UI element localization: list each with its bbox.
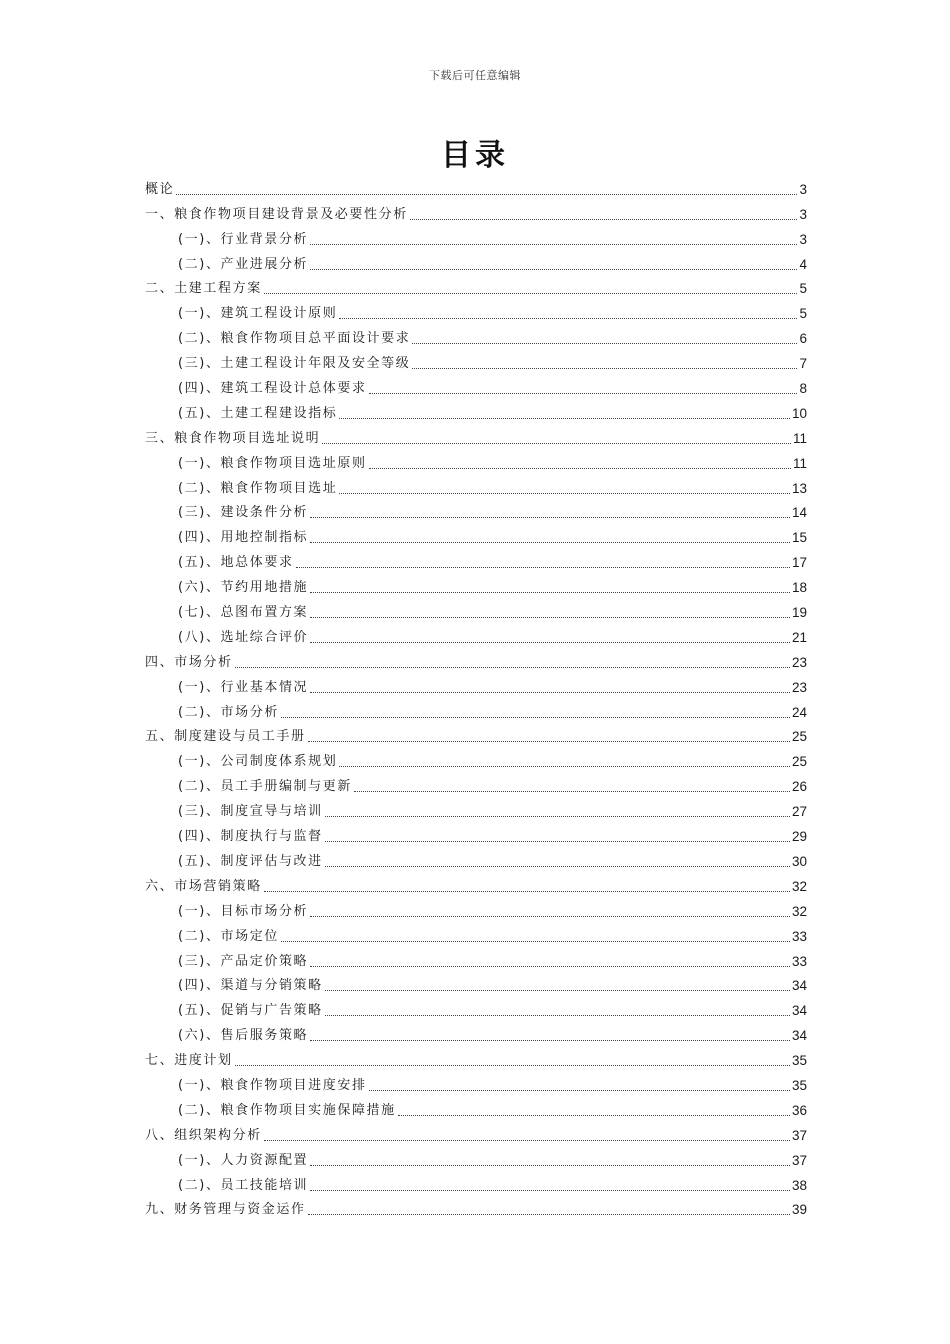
- dot-leader: [235, 667, 790, 668]
- toc-entry-page: 5: [799, 306, 807, 322]
- toc-entry-page: 3: [799, 206, 807, 222]
- toc-entry[interactable]: [145, 871, 807, 896]
- dot-leader: [325, 866, 790, 867]
- dot-leader: [369, 1090, 790, 1091]
- toc-entry-label: 二、土建工程方案: [145, 281, 262, 297]
- toc-entry[interactable]: [145, 373, 807, 398]
- dot-leader: [310, 1190, 790, 1191]
- dot-leader: [339, 418, 790, 419]
- toc-entry-page: 18: [791, 580, 807, 596]
- toc-entry-page: 39: [791, 1202, 807, 1218]
- toc-entry-label: (一)、人力资源配置: [178, 1152, 309, 1168]
- toc-entry-page: 37: [791, 1127, 807, 1143]
- dot-leader: [310, 244, 797, 245]
- toc-entry[interactable]: [145, 597, 807, 622]
- toc-entry[interactable]: [145, 224, 807, 249]
- toc-entry[interactable]: [145, 896, 807, 921]
- toc-entry[interactable]: [145, 298, 807, 323]
- dot-leader: [264, 1140, 790, 1141]
- toc-entry[interactable]: [145, 1045, 807, 1070]
- toc-entry[interactable]: [145, 547, 807, 572]
- toc-entry-page: 11: [792, 455, 807, 471]
- toc-entry-label: (二)、市场定位: [178, 928, 279, 944]
- toc-entry-page: 26: [791, 779, 807, 795]
- toc-entry-page: 4: [799, 256, 807, 272]
- dot-leader: [281, 941, 790, 942]
- toc-entry-page: 24: [791, 704, 807, 720]
- toc-entry-page: 3: [799, 231, 807, 247]
- dot-leader: [354, 791, 790, 792]
- toc-entry-page: 10: [791, 405, 807, 421]
- toc-entry-page: 14: [791, 505, 807, 521]
- toc-entry[interactable]: [145, 423, 807, 448]
- dot-leader: [322, 443, 791, 444]
- toc-entry[interactable]: [145, 796, 807, 821]
- toc-entry-label: 五、制度建设与员工手册: [145, 729, 306, 745]
- toc-entry[interactable]: [145, 323, 807, 348]
- toc-entry[interactable]: [145, 921, 807, 946]
- toc-entry[interactable]: [145, 348, 807, 373]
- toc-entry-page: 17: [791, 555, 807, 571]
- toc-entry[interactable]: [145, 174, 807, 199]
- dot-leader: [310, 692, 790, 693]
- toc-entry-page: 11: [792, 430, 807, 446]
- dot-leader: [410, 219, 798, 220]
- dot-leader: [325, 841, 790, 842]
- toc-entry-label: (三)、制度宣导与培训: [178, 804, 323, 820]
- dot-leader: [339, 766, 790, 767]
- toc-entry-label: (四)、制度执行与监督: [178, 829, 323, 845]
- toc-entry[interactable]: [145, 398, 807, 423]
- toc-entry[interactable]: [145, 1070, 807, 1095]
- toc-entry-page: 37: [791, 1152, 807, 1168]
- toc-entry-page: 34: [791, 978, 807, 994]
- toc-entry[interactable]: [145, 995, 807, 1020]
- toc-entry-page: 8: [799, 381, 807, 397]
- toc-entry[interactable]: [145, 1170, 807, 1195]
- toc-entry-page: 13: [791, 480, 807, 496]
- toc-entry-page: 23: [791, 679, 807, 695]
- dot-leader: [310, 642, 790, 643]
- toc-entry-label: 概论: [145, 181, 175, 197]
- toc-entry-label: (五)、促销与广告策略: [178, 1003, 323, 1019]
- toc-entry[interactable]: [145, 672, 807, 697]
- dot-leader: [310, 269, 797, 270]
- toc-entry-label: (一)、建筑工程设计原则: [178, 306, 338, 322]
- toc-entry-label: (七)、总图布置方案: [178, 605, 309, 621]
- toc-entry-page: 19: [791, 605, 807, 621]
- toc-entry-label: (五)、土建工程建设指标: [178, 405, 338, 421]
- toc-entry-page: 23: [791, 654, 807, 670]
- toc-entry-page: 38: [791, 1177, 807, 1193]
- toc-entry[interactable]: [145, 1120, 807, 1145]
- toc-entry-label: (五)、制度评估与改进: [178, 853, 323, 869]
- dot-leader: [308, 741, 790, 742]
- toc-entry[interactable]: [145, 1020, 807, 1045]
- dot-leader: [325, 816, 790, 817]
- dot-leader: [412, 368, 797, 369]
- dot-leader: [325, 1015, 790, 1016]
- dot-leader: [310, 916, 790, 917]
- toc-entry[interactable]: [145, 946, 807, 971]
- toc-entry-label: (四)、用地控制指标: [178, 530, 309, 546]
- toc-entry[interactable]: [145, 771, 807, 796]
- toc-entry-page: 36: [791, 1102, 807, 1118]
- toc-entry[interactable]: [145, 522, 807, 547]
- toc-entry-page: 30: [791, 853, 807, 869]
- dot-leader: [339, 493, 790, 494]
- toc-entry-page: 15: [791, 530, 807, 546]
- toc-entry[interactable]: [145, 1195, 807, 1220]
- dot-leader: [176, 194, 797, 195]
- toc-entry-label: (一)、行业基本情况: [178, 679, 309, 695]
- dot-leader: [310, 1040, 790, 1041]
- toc-entry[interactable]: [145, 473, 807, 498]
- toc-entry-page: 5: [799, 281, 807, 297]
- dot-leader: [235, 1065, 790, 1066]
- page-title: 目录: [441, 138, 509, 173]
- toc-entry-label: (二)、产业进展分析: [178, 256, 309, 272]
- dot-leader: [412, 343, 797, 344]
- dot-leader: [264, 293, 798, 294]
- toc-entry-label: 七、进度计划: [145, 1053, 233, 1069]
- toc-entry[interactable]: [145, 498, 807, 523]
- toc-entry-page: 32: [791, 903, 807, 919]
- toc-entry-page: 32: [791, 878, 807, 894]
- toc-entry[interactable]: [145, 697, 807, 722]
- toc-entry[interactable]: [145, 572, 807, 597]
- toc-entry[interactable]: [145, 249, 807, 274]
- dot-leader: [310, 542, 790, 543]
- toc-entry[interactable]: [145, 1145, 807, 1170]
- toc-entry-page: 27: [791, 804, 807, 820]
- toc-entry-label: (一)、行业背景分析: [178, 231, 309, 247]
- dot-leader: [281, 717, 790, 718]
- toc-entry-label: 六、市场营销策略: [145, 878, 262, 894]
- dot-leader: [325, 990, 790, 991]
- toc-entry[interactable]: [145, 722, 807, 747]
- toc-entry-page: 25: [791, 754, 807, 770]
- toc-entry-page: 35: [791, 1077, 807, 1093]
- toc-entry[interactable]: [145, 274, 807, 299]
- dot-leader: [308, 1214, 790, 1215]
- toc-entry-label: (一)、粮食作物项目选址原则: [178, 455, 367, 471]
- toc-entry-label: 四、市场分析: [145, 654, 233, 670]
- toc-entry[interactable]: [145, 971, 807, 996]
- toc-entry[interactable]: [145, 1095, 807, 1120]
- toc-entry-label: (一)、公司制度体系规划: [178, 754, 338, 770]
- toc-entry-label: (五)、地总体要求: [178, 555, 294, 571]
- toc-entry[interactable]: [145, 448, 807, 473]
- toc-entry-label: (二)、员工技能培训: [178, 1177, 309, 1193]
- toc-entry-label: (三)、建设条件分析: [178, 505, 309, 521]
- dot-leader: [296, 567, 790, 568]
- toc-entry-label: 九、财务管理与资金运作: [145, 1202, 306, 1218]
- toc-entry-page: 25: [791, 729, 807, 745]
- dot-leader: [310, 592, 790, 593]
- toc-entry-label: (八)、选址综合评价: [178, 629, 309, 645]
- toc-entry-page: 7: [799, 356, 807, 372]
- toc-entry-page: 3: [799, 181, 807, 197]
- dot-leader: [310, 617, 790, 618]
- dot-leader: [398, 1115, 790, 1116]
- toc-entry-label: (四)、渠道与分销策略: [178, 978, 323, 994]
- toc-entry-label: 一、粮食作物项目建设背景及必要性分析: [145, 206, 408, 222]
- dot-leader: [310, 517, 790, 518]
- toc-entry[interactable]: [145, 199, 807, 224]
- toc-entry-label: (二)、粮食作物项目实施保障措施: [178, 1102, 396, 1118]
- dot-leader: [264, 891, 790, 892]
- toc-entry-label: 三、粮食作物项目选址说明: [145, 430, 321, 446]
- toc-entry-page: 34: [791, 1003, 807, 1019]
- toc-entry-page: 6: [799, 331, 807, 347]
- dot-leader: [310, 966, 790, 967]
- dot-leader: [339, 318, 797, 319]
- toc-entry-label: (二)、粮食作物项目总平面设计要求: [178, 331, 411, 347]
- toc-entry-label: (六)、售后服务策略: [178, 1028, 309, 1044]
- toc-entry-page: 33: [791, 928, 807, 944]
- toc-entry[interactable]: [145, 622, 807, 647]
- header-note: 下载后可任意编辑: [429, 69, 521, 82]
- toc-entry-label: (二)、员工手册编制与更新: [178, 779, 352, 795]
- toc-entry-label: (一)、粮食作物项目进度安排: [178, 1077, 367, 1093]
- toc-entry-label: (三)、产品定价策略: [178, 953, 309, 969]
- toc-entry-label: (二)、粮食作物项目选址: [178, 480, 338, 496]
- table-of-contents: [145, 174, 807, 1219]
- toc-entry-label: (二)、市场分析: [178, 704, 279, 720]
- toc-entry-page: 35: [791, 1053, 807, 1069]
- toc-entry-label: 八、组织架构分析: [145, 1127, 262, 1143]
- toc-entry-page: 21: [791, 629, 807, 645]
- toc-entry-page: 33: [791, 953, 807, 969]
- toc-entry[interactable]: [145, 821, 807, 846]
- toc-entry-page: 29: [791, 829, 807, 845]
- toc-entry-label: (六)、节约用地措施: [178, 580, 309, 596]
- toc-entry-label: (三)、土建工程设计年限及安全等级: [178, 356, 411, 372]
- toc-entry-page: 34: [791, 1028, 807, 1044]
- toc-entry[interactable]: [145, 846, 807, 871]
- dot-leader: [369, 393, 798, 394]
- toc-entry[interactable]: [145, 647, 807, 672]
- toc-entry[interactable]: [145, 746, 807, 771]
- toc-entry-label: (一)、目标市场分析: [178, 903, 309, 919]
- dot-leader: [369, 468, 791, 469]
- dot-leader: [310, 1165, 790, 1166]
- toc-entry-label: (四)、建筑工程设计总体要求: [178, 381, 367, 397]
